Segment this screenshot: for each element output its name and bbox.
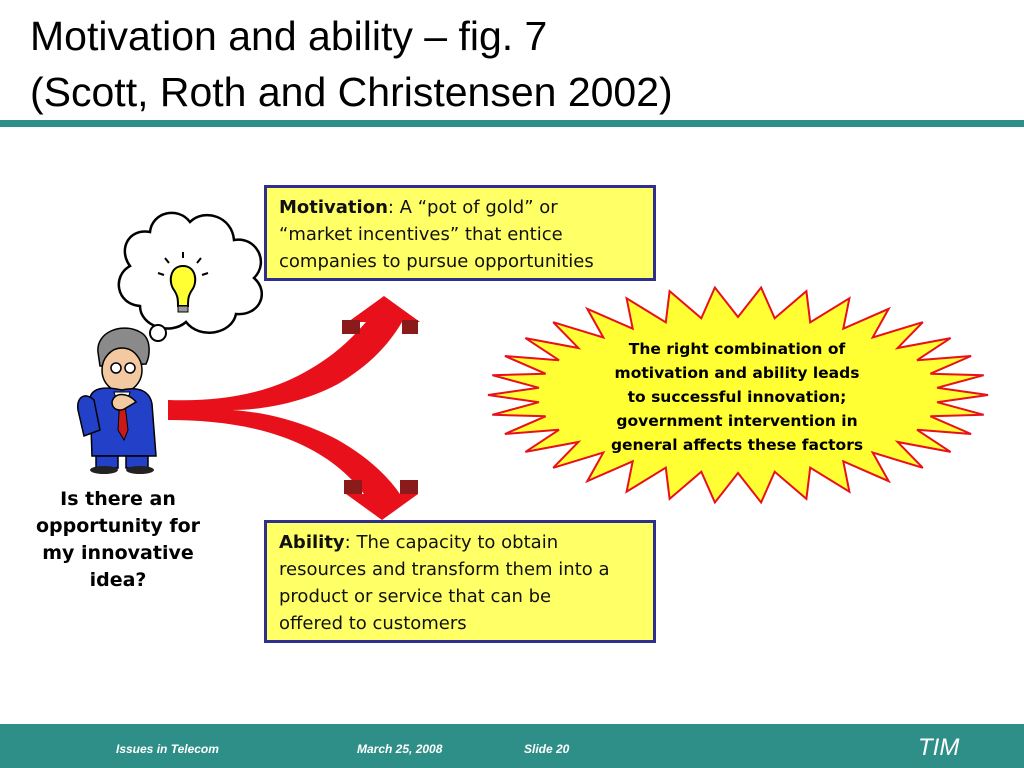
ability-line-1-text: : The capacity to obtain (344, 532, 559, 553)
title-line-2: (Scott, Roth and Christensen 2002) (30, 69, 673, 115)
footer-slide-number: Slide 20 (524, 742, 570, 756)
title-line-1: Motivation and ability – fig. 7 (30, 13, 548, 59)
footer-org: TIM (918, 734, 960, 761)
motivation-line-1 (279, 194, 643, 221)
motivation-line-3: companies to pursue opportunities (279, 251, 594, 272)
ability-line-3: product or service that can be (279, 586, 552, 607)
question-line-4: idea? (89, 569, 147, 591)
ability-box (264, 520, 656, 643)
thinking-person-icon (78, 328, 156, 474)
burst-line-2: motivation and ability leads (614, 364, 860, 382)
burst-line-1: The right combination of (628, 340, 846, 358)
motivation-line-2: “market incentives” that entice (279, 224, 563, 245)
burst-text (592, 337, 882, 457)
burst-line-3: to successful innovation; (627, 388, 847, 406)
footer-date: March 25, 2008 (357, 742, 443, 756)
motivation-box (264, 185, 656, 281)
motivation-heading: Motivation (279, 197, 388, 218)
burst-line-5: general affects these factors (610, 436, 864, 454)
question-line-1: Is there an (60, 488, 176, 510)
footer-course: Issues in Telecom (116, 742, 219, 756)
footer-bar (0, 724, 1024, 768)
question-line-2: opportunity for (35, 515, 201, 537)
ability-line-1 (279, 529, 643, 556)
burst-line-4: government intervention in (616, 412, 858, 430)
motivation-line-1-text: : A “pot of gold” or (387, 197, 558, 218)
ability-heading: Ability (279, 532, 345, 553)
question-caption (30, 486, 206, 594)
ability-line-4: offered to customers (279, 613, 467, 634)
ability-line-2: resources and transform them into a (279, 559, 610, 580)
question-line-3: my innovative (42, 542, 194, 564)
